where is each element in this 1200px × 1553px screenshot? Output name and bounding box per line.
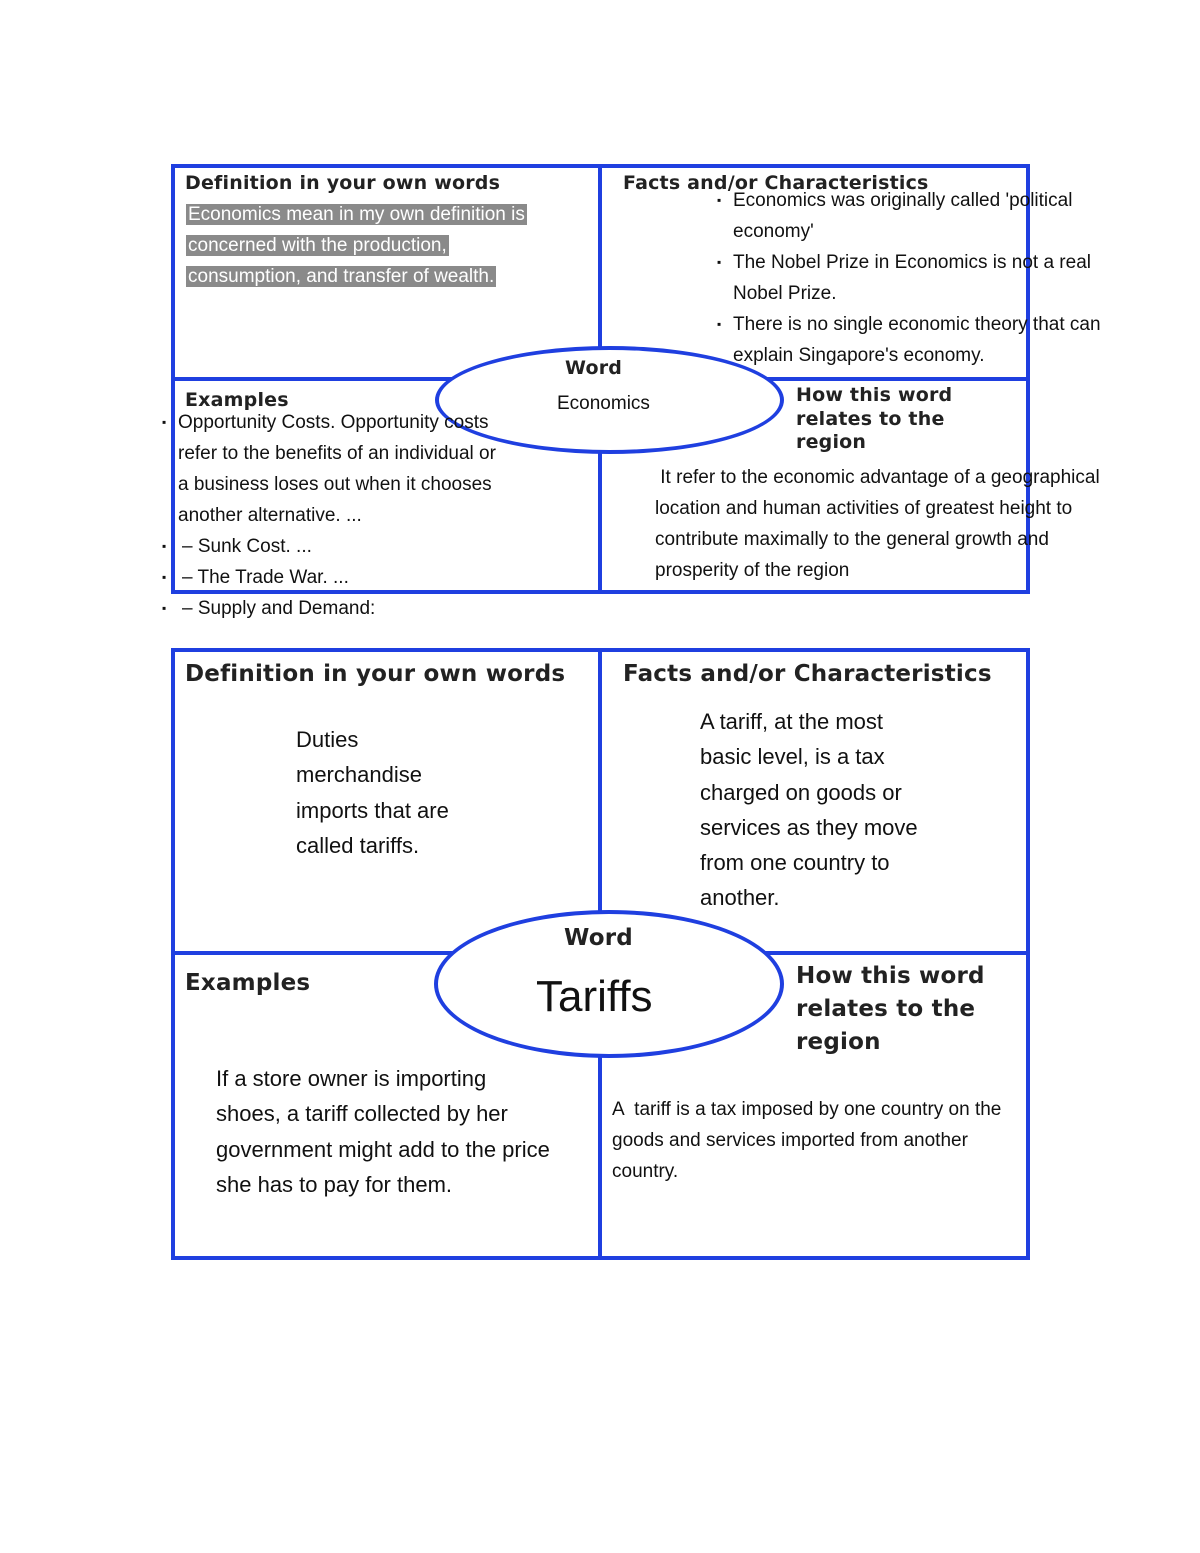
- card1-fact-line: There is no single economic theory that can: [733, 314, 1101, 335]
- card1-examples-heading: Examples: [185, 389, 289, 411]
- card1-fact-line: explain Singapore's economy.: [733, 345, 985, 366]
- card2-definition-text: [296, 722, 449, 863]
- card1-region-line: location and human activities of greatest height to: [655, 498, 1073, 519]
- bullet-icon: ▪: [162, 601, 167, 615]
- card2-region-text: [612, 1094, 1001, 1187]
- card2-facts-line: basic level, is a tax: [700, 744, 885, 770]
- card1-region-line: prosperity of the region: [655, 560, 850, 581]
- card1-facts-heading: Facts and/or Characteristics: [623, 172, 929, 194]
- card2-facts-heading: Facts and/or Characteristics: [623, 661, 992, 687]
- card1-region-heading-line: region: [796, 431, 867, 453]
- card2-definition-heading: Definition in your own words: [185, 661, 566, 687]
- card1-example-line: – Supply and Demand:: [182, 598, 376, 619]
- card2-facts-text: [700, 704, 918, 916]
- card2-facts-line: services as they move: [700, 814, 918, 840]
- card1-example-item: [162, 593, 496, 624]
- card2-region-heading-line: region: [796, 1029, 881, 1055]
- card2-examples-heading: Examples: [185, 970, 311, 996]
- card1-example-line: another alternative. ...: [178, 505, 362, 526]
- card2-region-heading-line: How this word: [796, 963, 985, 989]
- bullet-icon: ▪: [717, 193, 722, 207]
- card1-fact-item: [717, 185, 1101, 247]
- card1-fact-line: economy': [733, 221, 814, 242]
- card2-region-heading: [796, 960, 985, 1059]
- card2-definition-line: Duties: [296, 727, 359, 752]
- card2-examples-line: she has to pay for them.: [216, 1171, 453, 1197]
- card2-region-line: country.: [612, 1161, 679, 1182]
- card2-examples-line: government might add to the price: [216, 1136, 550, 1162]
- card1-example-line: Opportunity Costs. Opportunity costs: [178, 412, 489, 433]
- card2-facts-line: A tariff, at the most: [700, 709, 884, 734]
- card2-definition-line: imports that are: [296, 797, 449, 823]
- card1-region-heading: [796, 384, 952, 455]
- card1-definition-line: consumption, and transfer of wealth.: [188, 266, 495, 287]
- card1-example-item: [162, 531, 496, 562]
- card1-word-value: Economics: [557, 393, 650, 414]
- card1-facts-list: [717, 185, 1101, 371]
- card1-example-line: – Sunk Cost. ...: [182, 536, 312, 557]
- card2-examples-line: shoes, a tariff collected by her: [216, 1101, 508, 1127]
- card1-example-line: – The Trade War. ...: [182, 567, 349, 588]
- card2-word-value: Tariffs: [536, 972, 653, 1021]
- card1-example-line: refer to the benefits of an individual or: [178, 443, 496, 464]
- card1-word-label: Word: [565, 357, 623, 379]
- card1-region-text: [655, 462, 1100, 586]
- card1-fact-line: Economics was originally called 'political: [733, 190, 1073, 211]
- card1-example-line: a business loses out when it chooses: [178, 474, 492, 495]
- card1-fact-item: [717, 309, 1101, 371]
- bullet-icon: ▪: [162, 415, 167, 429]
- card1-fact-item: [717, 247, 1101, 309]
- card1-definition-heading: Definition in your own words: [185, 172, 501, 194]
- card2-facts-line: charged on goods or: [700, 779, 902, 805]
- card1-definition-line: Economics mean in my own definition is: [188, 204, 525, 225]
- card1-fact-line: The Nobel Prize in Economics is not a real: [733, 252, 1091, 273]
- card1-region-heading-line: relates to the: [796, 407, 945, 430]
- card2-word-label: Word: [564, 925, 633, 951]
- card1-definition-line: concerned with the production,: [188, 235, 447, 256]
- card2-facts-line: another.: [700, 885, 780, 911]
- card1-example-item: [162, 562, 496, 593]
- card2-definition-line: merchandise: [296, 762, 422, 788]
- bullet-icon: ▪: [162, 539, 167, 553]
- card2-examples-line: If a store owner is importing: [216, 1066, 487, 1091]
- card1-fact-line: Nobel Prize.: [733, 283, 837, 304]
- bullet-icon: ▪: [717, 317, 722, 331]
- card1-region-line: contribute maximally to the general growth and: [655, 529, 1049, 550]
- card2-region-line: goods and services imported from another: [612, 1130, 968, 1151]
- card2-facts-line: from one country to: [700, 850, 890, 876]
- card1-example-item: [162, 407, 496, 531]
- card2-definition-line: called tariffs.: [296, 832, 420, 858]
- bullet-icon: ▪: [717, 255, 722, 269]
- bullet-icon: ▪: [162, 570, 167, 584]
- card2-region-line: A tariff is a tax imposed by one country on the: [612, 1099, 1002, 1120]
- card2-examples-text: [216, 1061, 550, 1202]
- card1-region-heading-line: How this word: [796, 384, 953, 406]
- card1-examples-list: [162, 407, 496, 624]
- card2-region-heading-line: relates to the: [796, 996, 976, 1022]
- card1-region-line: It refer to the economic advantage of a geographical: [655, 467, 1100, 488]
- card1-definition-text: [186, 199, 527, 292]
